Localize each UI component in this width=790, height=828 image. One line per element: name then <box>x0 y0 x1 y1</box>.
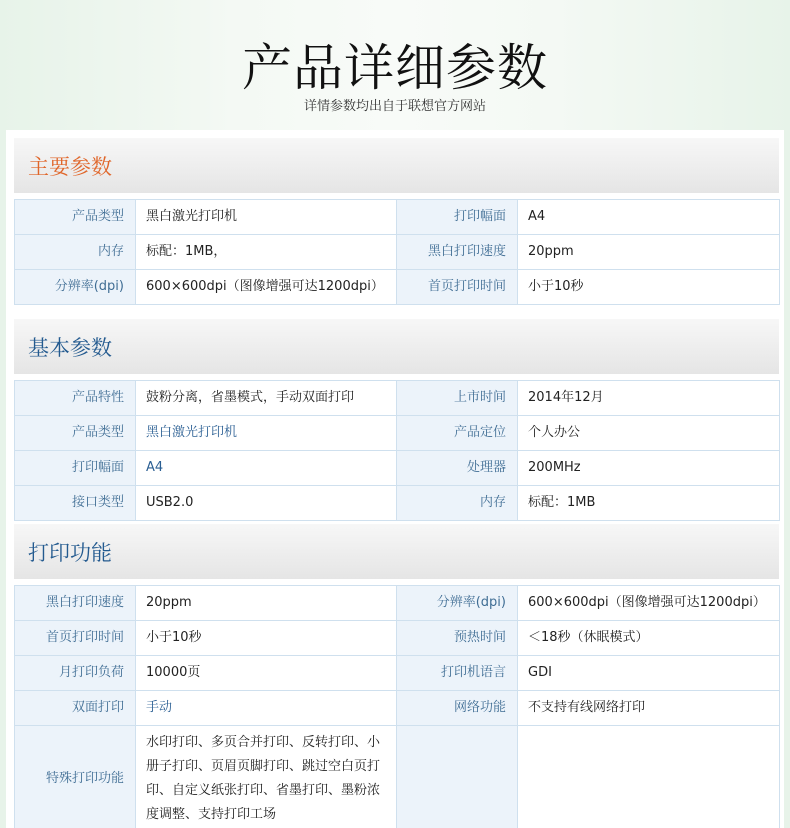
param-value: USB2.0 <box>136 486 397 521</box>
param-key: 产品类型 <box>15 200 136 235</box>
param-value: 600×600dpi（图像增强可达1200dpi） <box>518 586 780 621</box>
param-value: 20ppm <box>136 586 397 621</box>
table-row <box>15 486 780 521</box>
param-key: 产品定位 <box>397 416 518 451</box>
param-key: 首页打印时间 <box>397 270 518 305</box>
param-value-link[interactable]: 手动 <box>136 691 397 726</box>
param-key: 上市时间 <box>397 381 518 416</box>
page-header <box>0 0 790 130</box>
page-title: 产品详细参数 <box>242 39 548 97</box>
param-key: 首页打印时间 <box>15 621 136 656</box>
param-key: 双面打印 <box>15 691 136 726</box>
param-value-link[interactable]: 黑白激光打印机 <box>136 416 397 451</box>
param-value-link[interactable]: A4 <box>136 451 397 486</box>
param-value: 小于10秒 <box>518 270 780 305</box>
param-key: 打印机语言 <box>397 656 518 691</box>
param-key: 分辨率(dpi) <box>397 586 518 621</box>
param-key: 处理器 <box>397 451 518 486</box>
param-value: GDI <box>518 656 780 691</box>
section-print-functions <box>14 524 779 828</box>
table-row <box>15 691 780 726</box>
table-row <box>15 586 780 621</box>
param-key: 月打印负荷 <box>15 656 136 691</box>
param-key: 内存 <box>15 235 136 270</box>
param-key: 产品特性 <box>15 381 136 416</box>
param-key: 黑白打印速度 <box>397 235 518 270</box>
param-value: 小于10秒 <box>136 621 397 656</box>
param-value: 200MHz <box>518 451 780 486</box>
param-value: 10000页 <box>136 656 397 691</box>
params-content <box>6 130 784 828</box>
table-row <box>15 726 780 828</box>
section-main-params <box>14 138 779 305</box>
param-value: 个人办公 <box>518 416 780 451</box>
page-subtitle: 详情参数均出自于联想官方网站 <box>303 99 486 114</box>
section-title: 基本参数 <box>28 335 112 360</box>
param-key: 特殊打印功能 <box>15 726 136 828</box>
param-value: 600×600dpi（图像增强可达1200dpi） <box>136 270 397 305</box>
params-table <box>14 585 780 828</box>
table-row <box>15 235 780 270</box>
param-value: A4 <box>518 200 780 235</box>
params-table <box>14 199 780 305</box>
table-row <box>15 416 780 451</box>
table-row <box>15 656 780 691</box>
param-key: 分辨率(dpi) <box>15 270 136 305</box>
param-value: 标配：1MB <box>518 486 780 521</box>
table-row <box>15 381 780 416</box>
param-key: 接口类型 <box>15 486 136 521</box>
section-header <box>14 524 779 579</box>
table-row <box>15 270 780 305</box>
param-value: 黑白激光打印机 <box>136 200 397 235</box>
section-basic-params <box>14 319 779 521</box>
param-value: 标配：1MB， <box>136 235 397 270</box>
param-key: 黑白打印速度 <box>15 586 136 621</box>
param-key: 内存 <box>397 486 518 521</box>
param-key: 网络功能 <box>397 691 518 726</box>
param-value: 2014年12月 <box>518 381 780 416</box>
params-table <box>14 380 780 521</box>
section-title: 打印功能 <box>28 540 112 565</box>
param-key: 产品类型 <box>15 416 136 451</box>
param-value <box>518 726 780 828</box>
section-header <box>14 138 779 193</box>
section-header <box>14 319 779 374</box>
table-row <box>15 200 780 235</box>
param-value: 不支持有线网络打印 <box>518 691 780 726</box>
param-key <box>397 726 518 828</box>
table-row <box>15 451 780 486</box>
param-value: ＜18秒（休眠模式） <box>518 621 780 656</box>
param-value: 水印打印、多页合并打印、反转打印、小册子打印、页眉页脚打印、跳过空白页打印、自定义纸张打印、省墨打印、墨粉浓度调整、支持打印工场 <box>136 726 397 828</box>
table-row <box>15 621 780 656</box>
param-key: 打印幅面 <box>397 200 518 235</box>
param-key: 预热时间 <box>397 621 518 656</box>
param-value: 20ppm <box>518 235 780 270</box>
section-title: 主要参数 <box>28 154 112 179</box>
param-key: 打印幅面 <box>15 451 136 486</box>
param-value: 鼓粉分离，省墨模式，手动双面打印 <box>136 381 397 416</box>
